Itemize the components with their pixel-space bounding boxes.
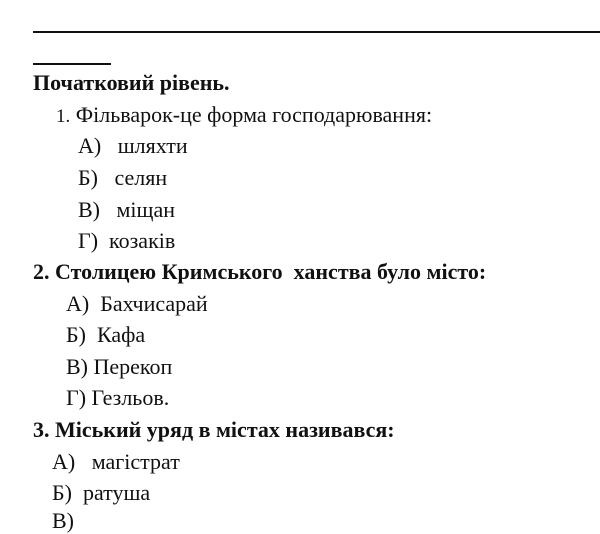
q3-option-c-cutoff — [50, 508, 210, 533]
option-letter: Б) — [52, 480, 72, 505]
option-text: міщан — [116, 197, 176, 222]
q1-option-d — [78, 228, 175, 254]
question-1-number: 1. — [56, 106, 71, 127]
option-text: ратуша — [82, 480, 151, 505]
q2-option-a — [66, 291, 208, 317]
option-letter: В) — [52, 508, 74, 533]
question-3 — [33, 417, 395, 443]
option-text: шляхти — [117, 133, 188, 158]
option-letter: А) — [66, 291, 90, 316]
question-2-text: Столицею Кримського ханства було місто: — [55, 259, 487, 284]
option-letter: Г) — [78, 228, 99, 253]
question-2-number: 2. — [33, 259, 50, 284]
q3-option-a — [52, 449, 180, 475]
option-text: Гезльов. — [91, 385, 170, 410]
q1-option-b — [78, 165, 167, 191]
q2-option-b — [66, 322, 145, 348]
q3-option-b — [52, 480, 150, 506]
option-text: Кафа — [96, 322, 146, 347]
option-text: селян — [114, 165, 168, 190]
option-letter: Б) — [78, 165, 98, 190]
short-rule — [33, 63, 111, 65]
question-3-text: Міський уряд в містах називався: — [55, 417, 395, 442]
top-rule — [33, 31, 600, 33]
q1-option-c — [78, 197, 175, 223]
q2-option-d — [66, 385, 169, 411]
q1-option-a — [78, 133, 188, 159]
question-1-text: Фільварок-це форма господарювання: — [75, 102, 433, 127]
option-letter: В) — [78, 197, 100, 222]
option-letter: В) — [66, 354, 88, 379]
question-1 — [56, 102, 432, 130]
option-letter: А) — [78, 133, 102, 158]
option-letter: Б) — [66, 322, 86, 347]
option-letter: Г) — [66, 385, 87, 410]
option-text: Перекоп — [93, 354, 173, 379]
section-title: Початковий рівень. — [33, 70, 230, 95]
question-2 — [33, 259, 486, 285]
option-letter: А) — [52, 449, 76, 474]
q2-option-c — [66, 354, 172, 380]
option-text: магістрат — [91, 449, 180, 474]
option-text: Бахчисарай — [100, 291, 208, 316]
question-3-number: 3. — [33, 417, 50, 442]
option-text: козаків — [109, 228, 176, 253]
